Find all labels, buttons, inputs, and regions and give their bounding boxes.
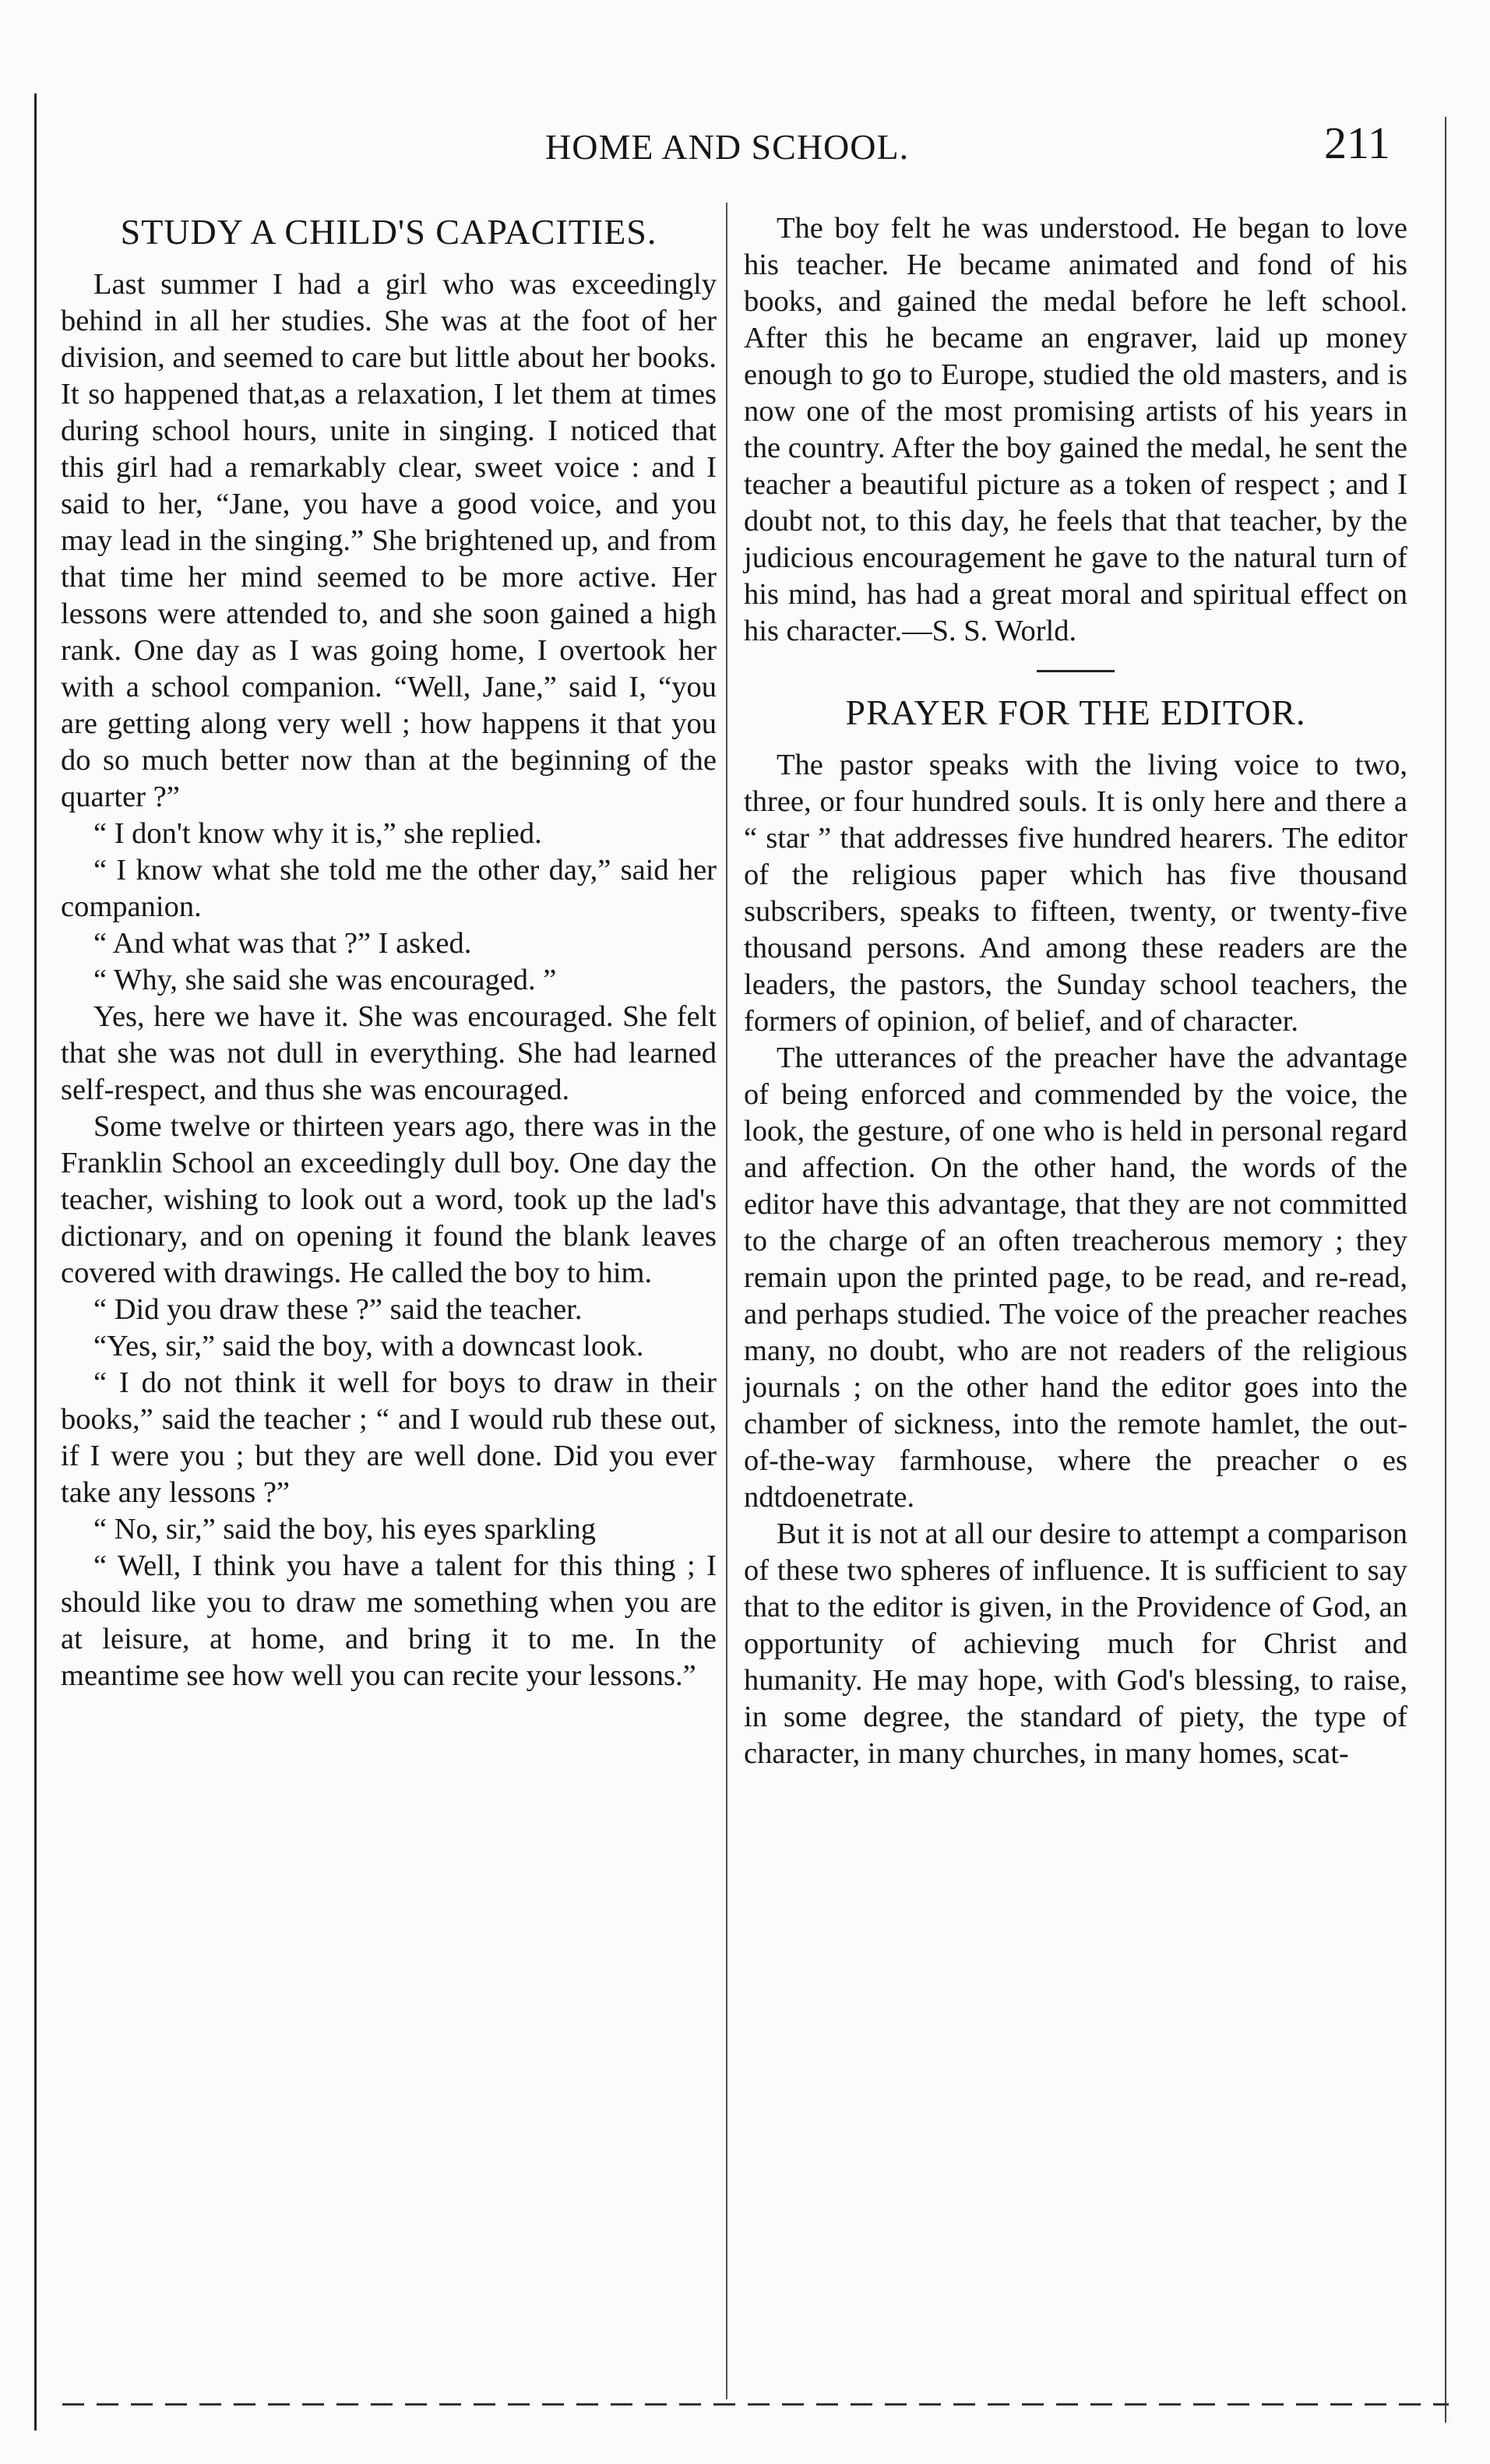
- running-title: HOME AND SCHOOL.: [545, 127, 910, 167]
- paragraph: The pastor speaks with the living voice to two, three, or four hundred souls. It is only here and there a “ star ” that addresses five hundred hearers. The editor of the religious paper which has five thousand subscribers, speaks to fifteen, twenty, or twenty-five thousand persons. And among these readers are the leaders, the pastors, the Sunday school teachers, the formers of opinion, of belief, and of character.: [744, 749, 1407, 1038]
- paragraph: “ I know what she told me the other day,” said her companion.: [61, 854, 717, 923]
- paragraph: “ And what was that ?” I asked.: [93, 927, 472, 960]
- paragraph: Some twelve or thirteen years ago, there was in the Franklin School an exceedingly dull boy. One day the teacher, wishing to look out a word, took up the lad's dictionary, and on opening it found the blank leaves covered with drawings. He called the boy to him.: [61, 1110, 717, 1289]
- paragraph: “Yes, sir,” said the boy, with a downcast look.: [93, 1330, 644, 1362]
- paragraph: The boy felt he was understood. He began to love his teacher. He became animated and fond of his books, and gained the medal before he left school. After this he became an engraver, laid up money enough to go to Europe, studied the old masters, and is now one of the most promising artists of his years in the country. After the boy gained the medal, he sent the teacher a beautiful picture as a token of respect ; and I doubt not, to this day, he feels that that teacher, by the judicious encouragement he gave to the natural turn of his mind, has had a great moral and spiritual effect on his character.—S. S. World.: [744, 212, 1407, 647]
- page-header: [0, 117, 1490, 179]
- paragraph: “ Why, she said she was encouraged. ”: [93, 964, 557, 996]
- bottom-rule: [62, 2403, 1449, 2406]
- paragraph: “ I don't know why it is,” she replied.: [93, 817, 542, 850]
- article-title-prayer: PRAYER FOR THE EDITOR.: [845, 693, 1306, 732]
- right-column: [744, 210, 1407, 1772]
- paragraph: Last summer I had a girl who was exceedingly behind in all her studies. She was at the foot of her division, and seemed to care but little about her books. It so happened that,as a relaxation, I let them at times during school hours, unite in singing. I noticed that this girl had a remarkably clear, sweet voice : and I said to her, “Jane, you have a good voice, and you may lead in the singing.” She brightened up, and from that time her mind seemed to be more active. Her lessons were attended to, and she soon gained a high rank. One day as I was going home, I overtook her with a school companion. “Well, Jane,” said I, “you are getting along very well ; how happens it that you do so much better now than at the beginning of the quarter ?”: [61, 268, 717, 813]
- left-margin-rule: [34, 93, 37, 2431]
- right-margin-rule: [1445, 117, 1446, 2423]
- paragraph: Yes, here we have it. She was encouraged. She felt that she was not dull in everything. She had learned self-respect, and thus she was encouraged.: [61, 1000, 717, 1106]
- paragraph: The utterances of the preacher have the advantage of being enforced and commended by the voice, the look, the gesture, of one who is held in personal regard and affection. On the other hand, the words of the editor have this advantage, that they are not committed to the charge of an often treacherous memory ; they remain upon the printed page, to be read, and re-read, and perhaps studied. The voice of the preacher reaches many, no doubt, who are not readers of the religious journals ; on the other hand the editor goes into the chamber of sickness, into the remote hamlet, the out-of-the-way farmhouse, where the preacher o es ndtdoenetrate.: [744, 1042, 1407, 1514]
- section-divider: [1037, 670, 1115, 672]
- page-number: 211: [1324, 118, 1390, 168]
- paragraph: “ I do not think it well for boys to draw in their books,” said the teacher ; “ and I would rub these out, if I were you ; but they are well done. Did you ever take any lessons ?”: [61, 1366, 717, 1509]
- paragraph: “ Did you draw these ?” said the teacher.: [93, 1293, 583, 1326]
- paragraph: “ Well, I think you have a talent for this thing ; I should like you to draw me something when you are at leisure, at home, and bring it to me. In the meantime see how well you can recite your lessons.”: [61, 1549, 717, 1692]
- article-title-study: STUDY A CHILD'S CAPACITIES.: [120, 212, 657, 252]
- paragraph: “ No, sir,” said the boy, his eyes sparkling: [93, 1513, 596, 1546]
- left-column: [61, 210, 717, 1694]
- paragraph: But it is not at all our desire to attempt a comparison of these two spheres of influence. It is sufficient to say that to the editor is given, in the Providence of God, an opportunity of achieving much for Christ and humanity. He may hope, with God's blessing, to raise, in some degree, the standard of piety, the type of character, in many churches, in many homes, scat-: [744, 1518, 1407, 1770]
- column-divider: [726, 203, 727, 2399]
